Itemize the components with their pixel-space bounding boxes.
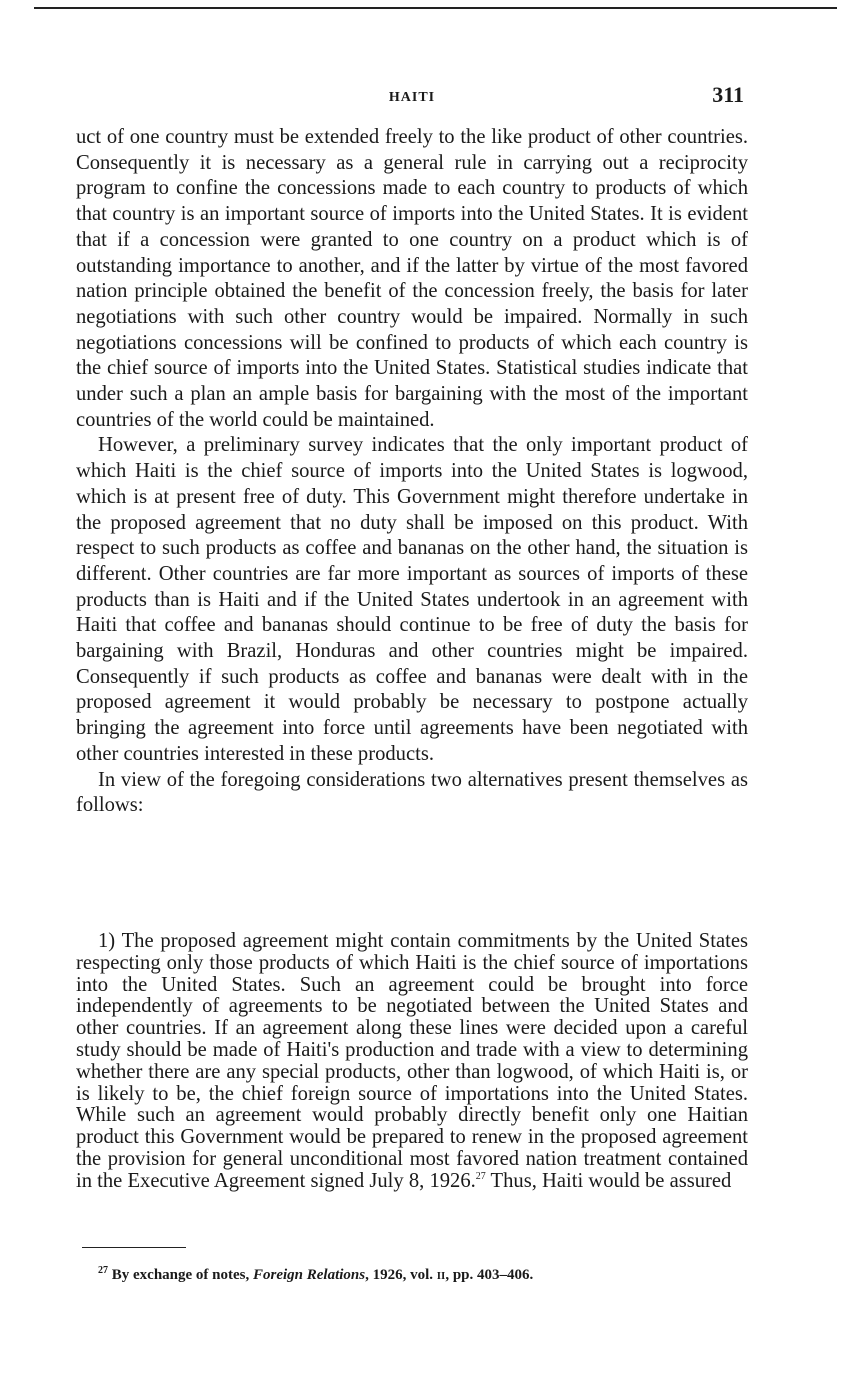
numbered-item-1 bbox=[76, 931, 748, 1193]
page-number: 311 bbox=[712, 82, 744, 107]
running-head: HAITI bbox=[388, 90, 436, 105]
footnote-volume: ii bbox=[436, 1267, 446, 1283]
footnote-pages: , pp. 403–406. bbox=[445, 1267, 534, 1283]
footnote-marker: 27 bbox=[98, 1265, 108, 1276]
body-text bbox=[76, 125, 748, 819]
footnote-year: , 1926, vol. bbox=[365, 1267, 437, 1283]
paragraph-continuation: uct of one country must be extended freely to the like product of other countries. Consequently it is necessary as a general rule in carrying out a reciprocity program to confine the concessions made to each country to products of which that country is an important source of imports into the United States. It is evident that if a concession were granted to one country on a product which is of outstanding importance to another, and if the latter by virtue of the most favored nation principle obtained the benefit of the concession freely, the basis for later negotiations with such other country would be impaired. Normally in such negotiations concessions will be confined to products of which each country is the chief source of imports into the United States. Statistical studies indicate that under such a plan an ample basis for bargaining with the most of the important countries of the world could be maintained. bbox=[76, 126, 748, 431]
numbered-item-text: 1) The proposed agreement might contain commitments by the United States respecting only those products of which Haiti is the chief source of importations into the United States. Such an agreement could be brought into force independently of agreements to be negotiated between the United States and other countries. If an agreement along these lines were decided upon a careful study should be made of Haiti's production and trade with a view to determining whether there are any special products, other than logwood, of which Haiti is, or is likely to be, the chief foreign source of importations into the United States. While such an agreement would probably directly benefit only one Haitian product this Government would be prepared to renew in the proposed agreement the provision for general unconditional most favored nation treatment contained in the Executive Agreement signed July 8, 1926. bbox=[76, 930, 748, 1192]
paragraph-alternatives: In view of the foregoing considerations two alternatives present themselves as follows: bbox=[76, 768, 748, 817]
footnote bbox=[98, 1265, 738, 1285]
footnote-reference: 27 bbox=[475, 1170, 486, 1182]
top-rule bbox=[34, 7, 837, 9]
footnote-lead: By exchange of notes, bbox=[108, 1267, 253, 1283]
page-header bbox=[76, 82, 748, 112]
footnote-rule bbox=[82, 1247, 186, 1248]
footnote-title: Foreign Relations bbox=[253, 1267, 366, 1283]
numbered-item-text-after: Thus, Haiti would be assured bbox=[485, 1169, 732, 1192]
paragraph-logwood: However, a preliminary survey indicates that the only important product of which Haiti is the chief source of imports into the United States is logwood, which is at present free of duty. This Government might therefore undertake in the proposed agreement that no duty shall be imposed on this product. With respect to such products as coffee and bananas on the other hand, the situation is different. Other countries are far more important as sources of imports of these products than is Haiti and if the United States undertook in an agreement with Haiti that coffee and bananas should continue to be free of duty the basis for bargaining with Brazil, Honduras and other countries might be impaired. Consequently if such products as coffee and bananas were dealt with in the proposed agreement it would probably be necessary to postpone actually bringing the agreement into force until agreements have been negotiated with other countries interested in these products. bbox=[76, 434, 748, 765]
